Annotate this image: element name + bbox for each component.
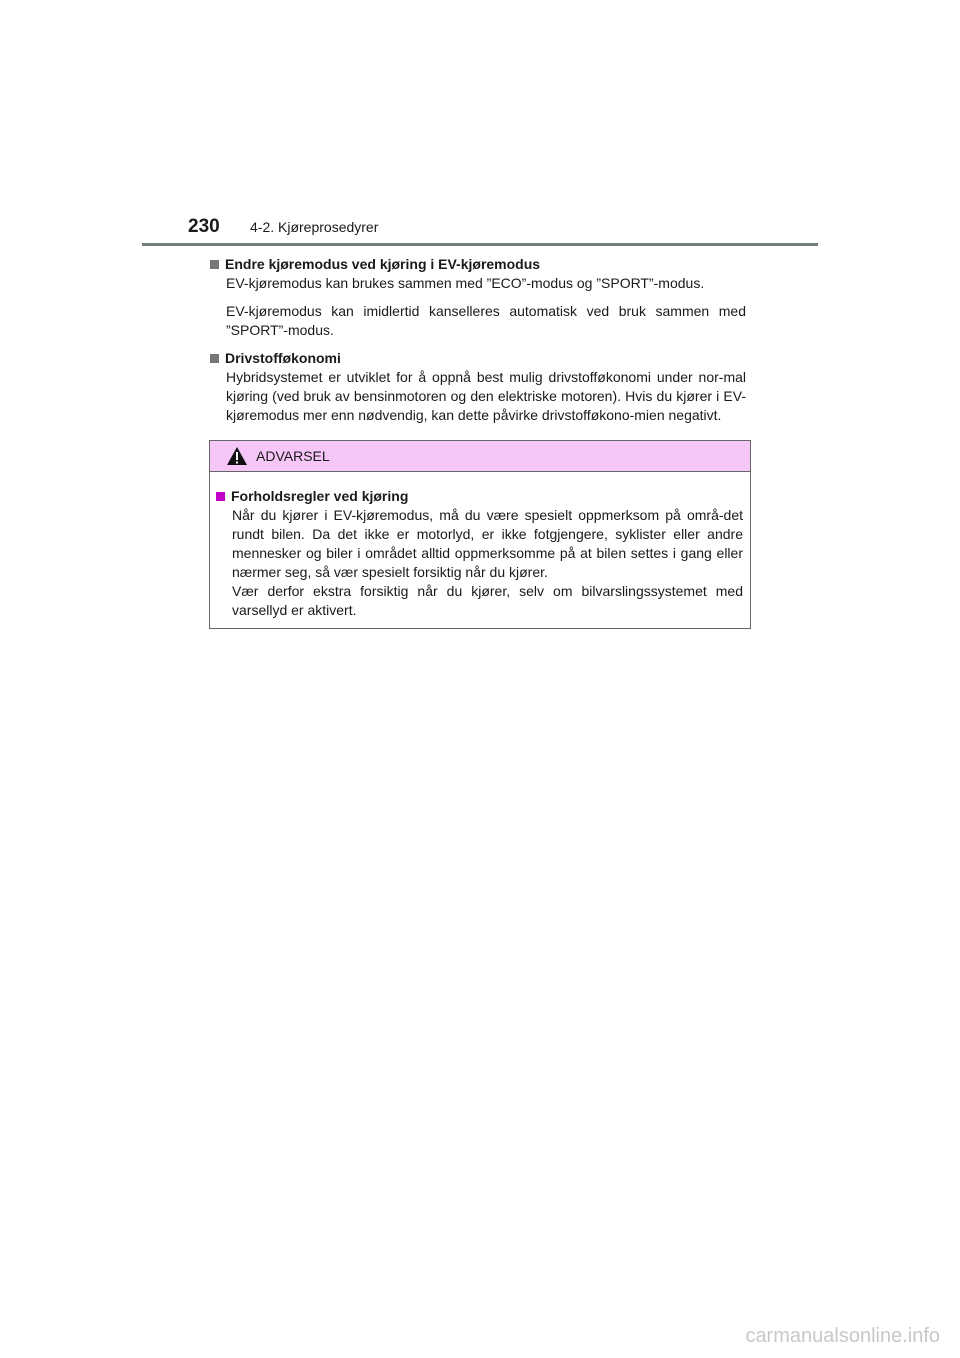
paragraph: Vær derfor ekstra forsiktig når du kjører, selv om bilvarslingssystemet med varsellyd er aktivert. [232,583,743,618]
warning-title: ADVARSEL [256,448,330,464]
paragraph: EV-kjøremodus kan brukes sammen med ”ECO”-modus og ”SPORT”-modus. [226,275,705,291]
main-content [210,253,746,425]
page-number: 230 [188,216,220,237]
heading-text: Forholdsregler ved kjøring [231,488,409,504]
paragraph: Når du kjører i EV-kjøremodus, må du være spesielt oppmerksom på områ-det rundt bilen. Da det ikke er motorlyd, er ikke fotgjengere, syklister eller andre mennesker og biler i området alltid oppmerksomme på at bilen settes i gang eller nærmer seg, så vær spesielt forsiktig når du kjører. [232,507,743,580]
warning-body [210,472,750,620]
square-bullet-icon [216,492,225,501]
section-heading [210,349,746,368]
warning-header [210,441,750,472]
header-rule [142,243,818,246]
warning-box [209,440,751,629]
heading-text: Endre kjøremodus ved kjøring i EV-kjøremodus [225,256,541,272]
paragraph: Hybridsystemet er utviklet for å oppnå best mulig drivstofføkonomi under nor-mal kjøring (ved bruk av bensinmotoren og den elektriske motoren). Hvis du kjører i EV-kjøremodus mer enn nødvendig, kan dette påvirke drivstofføkono-mien negativt. [226,369,746,423]
square-bullet-icon [210,354,219,363]
watermark: carmanualsonline.info [745,1325,940,1347]
section-heading [210,255,746,274]
square-bullet-icon [210,260,219,269]
page-header [188,216,378,238]
section-title: 4-2. Kjøreprosedyrer [250,219,379,235]
paragraph: EV-kjøremodus kan imidlertid kanselleres automatisk ved bruk sammen med ”SPORT”-modus. [226,303,746,338]
warning-triangle-icon [226,446,248,466]
heading-text: Drivstofføkonomi [225,350,341,366]
warning-heading [216,487,743,506]
